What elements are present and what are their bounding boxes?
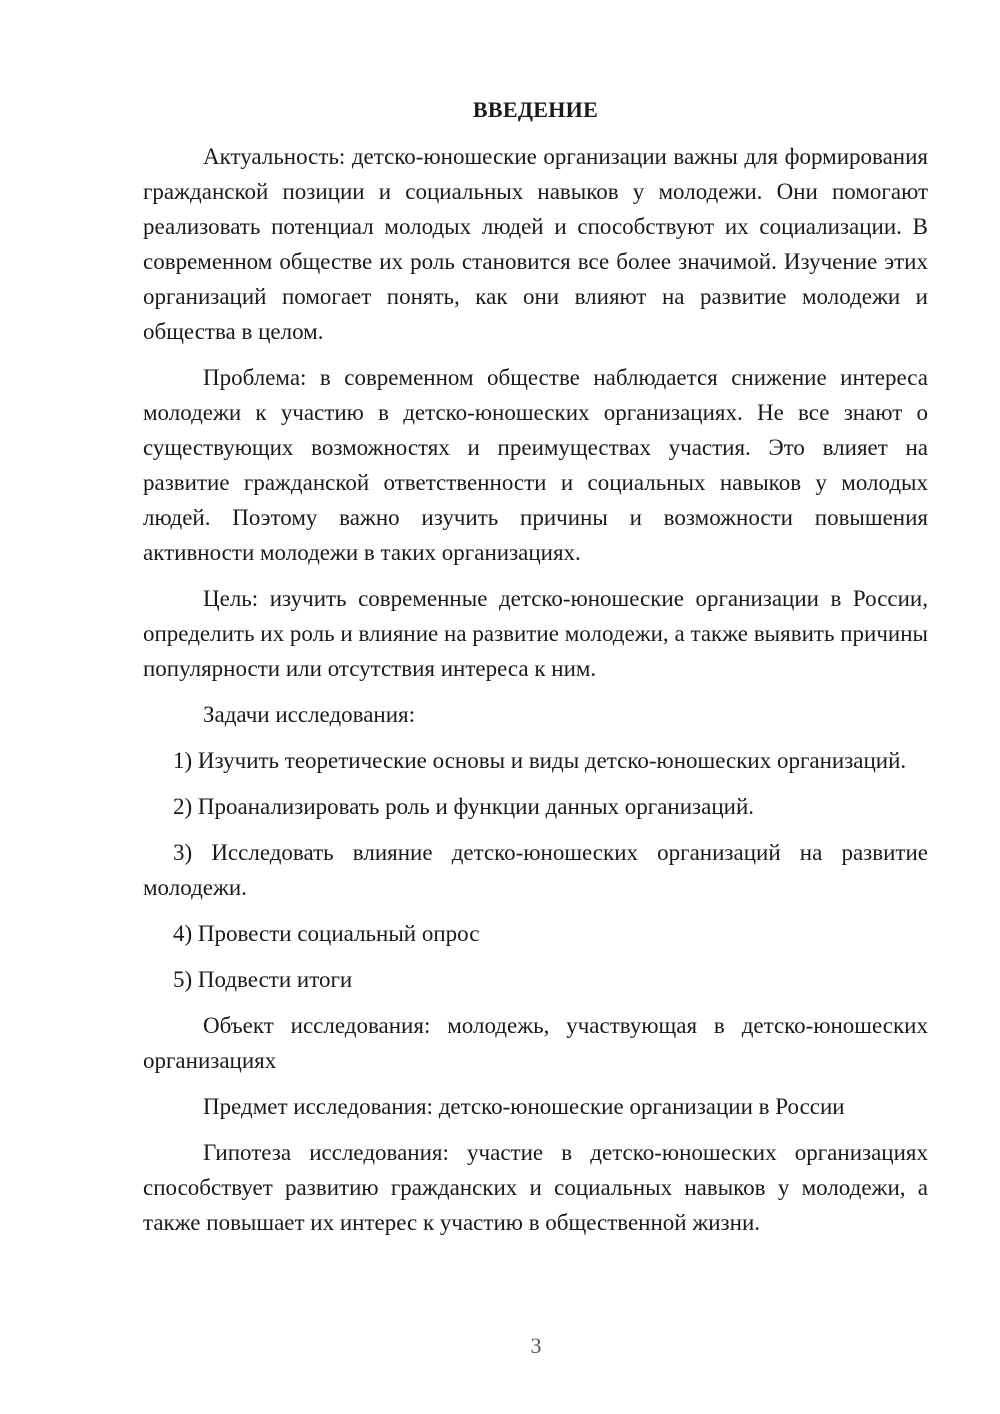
relevance-paragraph: Актуальность: детско-юношеские организации важны для формирования гражданской позиции и социальных навыков у молодежи. Они помогают реализовать потенциал молодых людей и способствуют их социализации. В современном обществе их роль становится все более значимой. Изучение этих организаций помогает понять, как они влияют на развитие молодежи и общества в целом. bbox=[143, 144, 928, 344]
task-item-5: 5) Подвести итоги bbox=[173, 967, 353, 992]
page-number: 3 bbox=[530, 1333, 542, 1358]
research-object-paragraph: Объект исследования: молодежь, участвующая в детско-юношеских организациях bbox=[143, 1013, 928, 1073]
task-item-2: 2) Проанализировать роль и функции данных организаций. bbox=[173, 794, 755, 819]
hypothesis-paragraph: Гипотеза исследования: участие в детско-юношеских организациях способствует развитию гражданских и социальных навыков у молодежи, а также повышает их интерес к участию в общественной жизни. bbox=[143, 1140, 928, 1235]
page-title: ВВЕДЕНИЕ bbox=[472, 97, 599, 122]
goal-paragraph: Цель: изучить современные детско-юношеские организации в России, определить их роль и влияние на развитие молодежи, а также выявить причины популярности или отсутствия интереса к ним. bbox=[143, 586, 928, 681]
task-item-4: 4) Провести социальный опрос bbox=[173, 921, 480, 946]
tasks-heading: Задачи исследования: bbox=[203, 702, 416, 727]
research-subject-paragraph: Предмет исследования: детско-юношеские организации в России bbox=[203, 1094, 845, 1119]
task-item-1: 1) Изучить теоретические основы и виды детско-юношеских организаций. bbox=[173, 748, 907, 773]
problem-paragraph: Проблема: в современном обществе наблюдается снижение интереса молодежи к участию в детско-юношеских организациях. Не все знают о существующих возможностях и преимуществах участия. Это влияет на развитие гражданской ответственности и социальных навыков у молодых людей. Поэтому важно изучить причины и возможности повышения активности молодежи в таких организациях. bbox=[143, 365, 928, 565]
page-content bbox=[143, 95, 928, 1251]
task-item-3: 3) Исследовать влияние детско-юношеских организаций на развитие молодежи. bbox=[143, 840, 928, 900]
